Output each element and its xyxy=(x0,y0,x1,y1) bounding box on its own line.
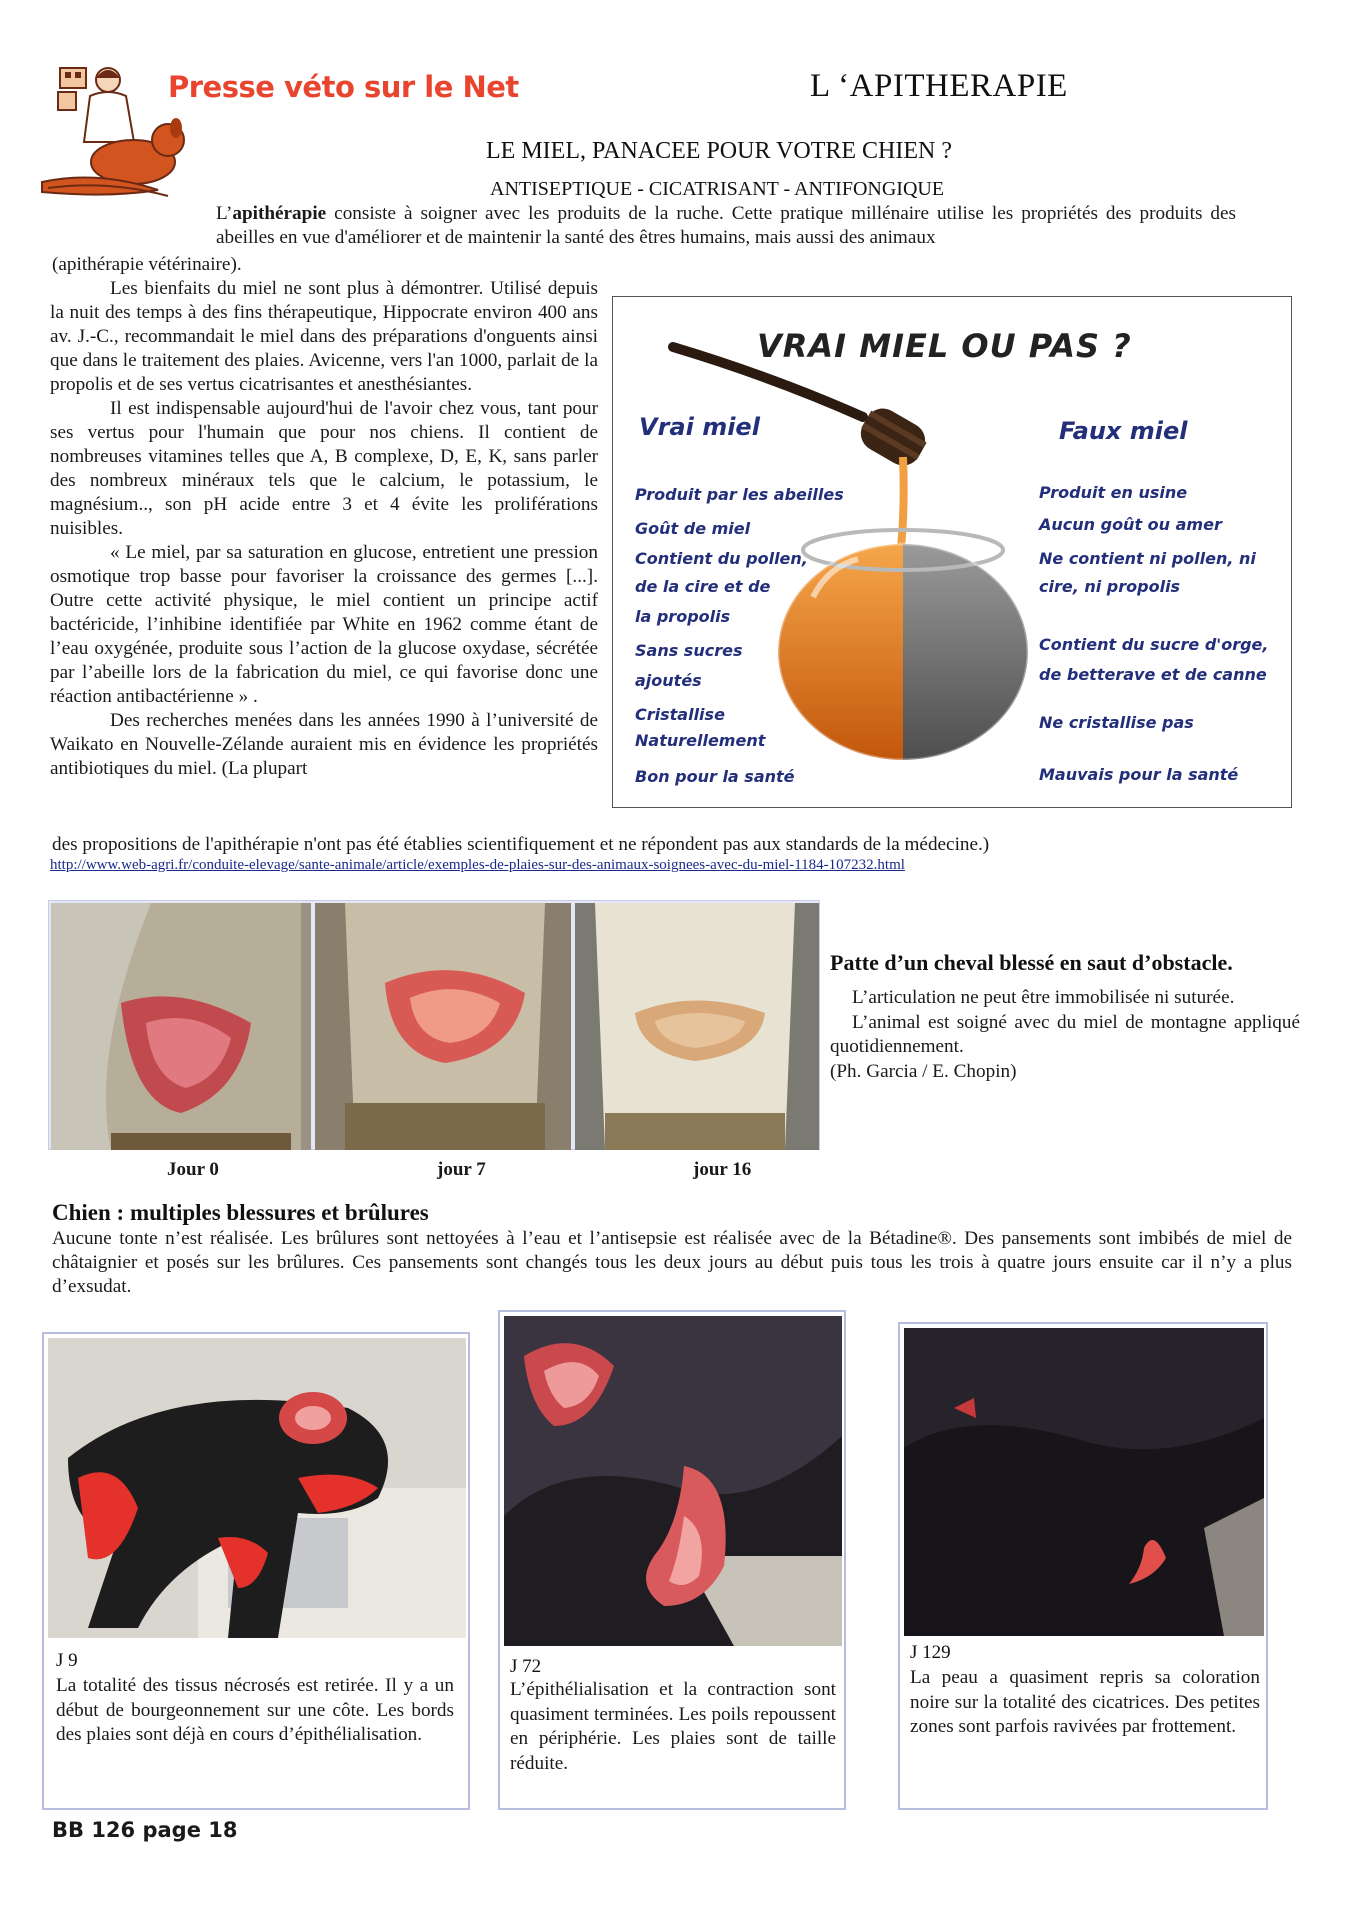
real-honey-item: Sans sucres xyxy=(635,641,743,660)
dog-wound-j72-photo xyxy=(504,1316,842,1646)
press-section-title: Presse véto sur le Net xyxy=(168,70,519,104)
dog-card-j72 xyxy=(498,1310,846,1810)
fake-honey-item: de betterave et de canne xyxy=(1039,665,1267,684)
horse-wound-day7-photo xyxy=(315,903,571,1150)
intro-text: consiste à soigner avec les produits de la ruche. Cette pratique millénaire utilise les propriétés des produits des abeilles en vue d'améliorer et de maintenir la santé des êtres humains, mais aussi des animaux xyxy=(216,203,1236,248)
horse-paragraphs xyxy=(830,986,1300,1084)
horse-title: Patte d’un cheval blessé en saut d’obstacle. xyxy=(830,950,1233,975)
real-honey-heading: Vrai miel xyxy=(639,413,760,441)
real-honey-item: ajoutés xyxy=(635,671,702,690)
dog-day-label-j9: J 9 xyxy=(56,1650,78,1671)
real-honey-item: Cristallise xyxy=(635,705,725,724)
dog-wound-j9-photo xyxy=(48,1338,466,1638)
column-paragraph-3: « Le miel, par sa saturation en glucose, entretient une pression osmotique trop basse pour favoriser la croissance des germes [...]. Outre cette activité physique, le miel contient un principe actif bactéricide, l’inhibine identifiée par White en 1962 comme étant de l’eau oxygénée, produite sous l’action de la glucose oxydase, sécrétée par l’abeille lors de la fabrication du miel, ce qui favorise donc une réaction antibactérienne » . xyxy=(50,542,598,707)
dog-section-title: Chien : multiples blessures et brûlures xyxy=(52,1200,429,1225)
real-honey-item: Contient du pollen, xyxy=(635,549,808,568)
fake-honey-heading: Faux miel xyxy=(1059,417,1188,445)
horse-description xyxy=(830,950,1300,1084)
dog-day-label-j72: J 72 xyxy=(510,1656,542,1677)
fake-honey-item: Aucun goût ou amer xyxy=(1039,515,1222,534)
fake-honey-item: cire, ni propolis xyxy=(1039,577,1181,596)
honey-box-title: VRAI MIEL OU PAS ? xyxy=(757,327,1132,365)
intro-lead-prefix: L’ xyxy=(216,203,233,224)
article-subtitle: LE MIEL, PANACEE POUR VOTRE CHIEN ? xyxy=(486,138,952,164)
page-footer: BB 126 page 18 xyxy=(52,1818,238,1842)
horse-paragraph-2: L’animal est soigné avec du miel de montagne appliqué quotidiennement. xyxy=(830,1011,1300,1057)
real-honey-item: Bon pour la santé xyxy=(635,767,795,786)
horse-caption-day16: jour 16 xyxy=(693,1159,752,1180)
fake-honey-item: Produit en usine xyxy=(1039,483,1188,502)
dog-card-j129 xyxy=(898,1322,1268,1810)
dog-wound-j129-photo xyxy=(904,1328,1264,1636)
dog-caption-j9: La totalité des tissus nécrosés est retirée. Il y a un début de bourgeonnement sur une côte. Les bords des plaies sont déjà en cours d’épithélialisation. xyxy=(56,1675,454,1745)
page-title: L ‘APITHERAPIE xyxy=(810,68,1068,104)
horse-paragraph-1: L’articulation ne peut être immobilisée ni suturée. xyxy=(852,987,1235,1008)
source-link[interactable]: http://www.web-agri.fr/conduite-elevage/sante-animale/article/exemples-de-plaies-sur-des-animaux-soignees-avec-du-miel-1184-107232.html xyxy=(50,857,905,873)
dog-card-j9 xyxy=(42,1332,470,1810)
fake-honey-item: Mauvais pour la santé xyxy=(1039,765,1239,784)
intro-paragraph xyxy=(216,202,1236,250)
article-tail-text: des propositions de l'apithérapie n'ont pas été établies scientifiquement et ne répondent pas aux standards de la médecine.) xyxy=(52,834,990,855)
intro-paragraph-end: (apithérapie vétérinaire). xyxy=(52,254,242,275)
real-honey-item: Naturellement xyxy=(635,731,766,750)
dog-caption-j72: L’épithélialisation et la contraction sont quasiment terminées. Les poils repoussent en périphérie. Les plaies sont de taille réduite. xyxy=(510,1679,836,1774)
real-honey-item: la propolis xyxy=(635,607,731,626)
fake-honey-item: Ne contient ni pollen, ni xyxy=(1039,549,1256,568)
dog-day-label-j129: J 129 xyxy=(910,1642,951,1663)
real-honey-item: Goût de miel xyxy=(635,519,751,538)
column-paragraph-1: Les bienfaits du miel ne sont plus à démontrer. Utilisé depuis la nuit des temps à des fins thérapeutique, Hippocrate environ 400 ans av. J.-C., recommandait le miel dans des préparations d'onguents ainsi que dans le traitement des plaies. Avicenne, vers l'an 1000, parlait de la propolis et de ses vertus cicatrisantes et anesthésiantes. xyxy=(50,278,598,395)
horse-caption-day7: jour 7 xyxy=(437,1159,486,1180)
horse-caption-day0: Jour 0 xyxy=(167,1159,219,1180)
horse-photo-strip xyxy=(48,900,820,1180)
article-column xyxy=(50,277,598,781)
intro-lead-word: apithérapie xyxy=(232,203,327,224)
real-honey-item: de la cire et de xyxy=(635,577,771,596)
honey-comparison-infographic xyxy=(612,296,1292,808)
properties-tagline: ANTISEPTIQUE - CICATRISANT - ANTIFONGIQUE xyxy=(490,178,945,200)
horse-wound-day16-photo xyxy=(575,903,819,1150)
vet-dog-mascot-illustration xyxy=(38,62,188,202)
fake-honey-item: Contient du sucre d'orge, xyxy=(1039,635,1269,654)
horse-photo-credit: (Ph. Garcia / E. Chopin) xyxy=(830,1060,1017,1082)
fake-honey-item: Ne cristallise pas xyxy=(1039,713,1194,732)
column-paragraph-2: Il est indispensable aujourd'hui de l'avoir chez vous, tant pour ses vertus pour l'humain que pour nos chiens. Il contient de nombreuses vitamines telles que A, B complexe, D, E, K, sans parler des nombreux minéraux tels que le calcium, le potassium, le magnésium.., son pH acide entre 3 et 4 évite les proliférations nuisibles. xyxy=(50,398,598,539)
column-paragraph-4: Des recherches menées dans les années 1990 à l’université de Waikato en Nouvelle-Zélande auraient mis en évidence les propriétés antibiotiques du miel. (La plupart xyxy=(50,710,598,779)
real-honey-item: Produit par les abeilles xyxy=(635,485,844,504)
dog-section-text: Aucune tonte n’est réalisée. Les brûlures sont nettoyées à l’eau et l’antisepsie est réalisée avec de la Bétadine®. Des pansements sont imbibés de miel de châtaignier et posés sur les brûlures. Ces pansements sont changés tous les deux jours au début puis tous les trois à quatre jours ensuite car il n’y a plus d’exsudat. xyxy=(52,1228,1292,1297)
dog-caption-j129: La peau a quasiment repris sa coloration noire sur la totalité des cicatrices. Des petites zones sont parfois ravivées par frottement. xyxy=(910,1667,1260,1737)
horse-wound-day0-photo xyxy=(51,903,311,1150)
